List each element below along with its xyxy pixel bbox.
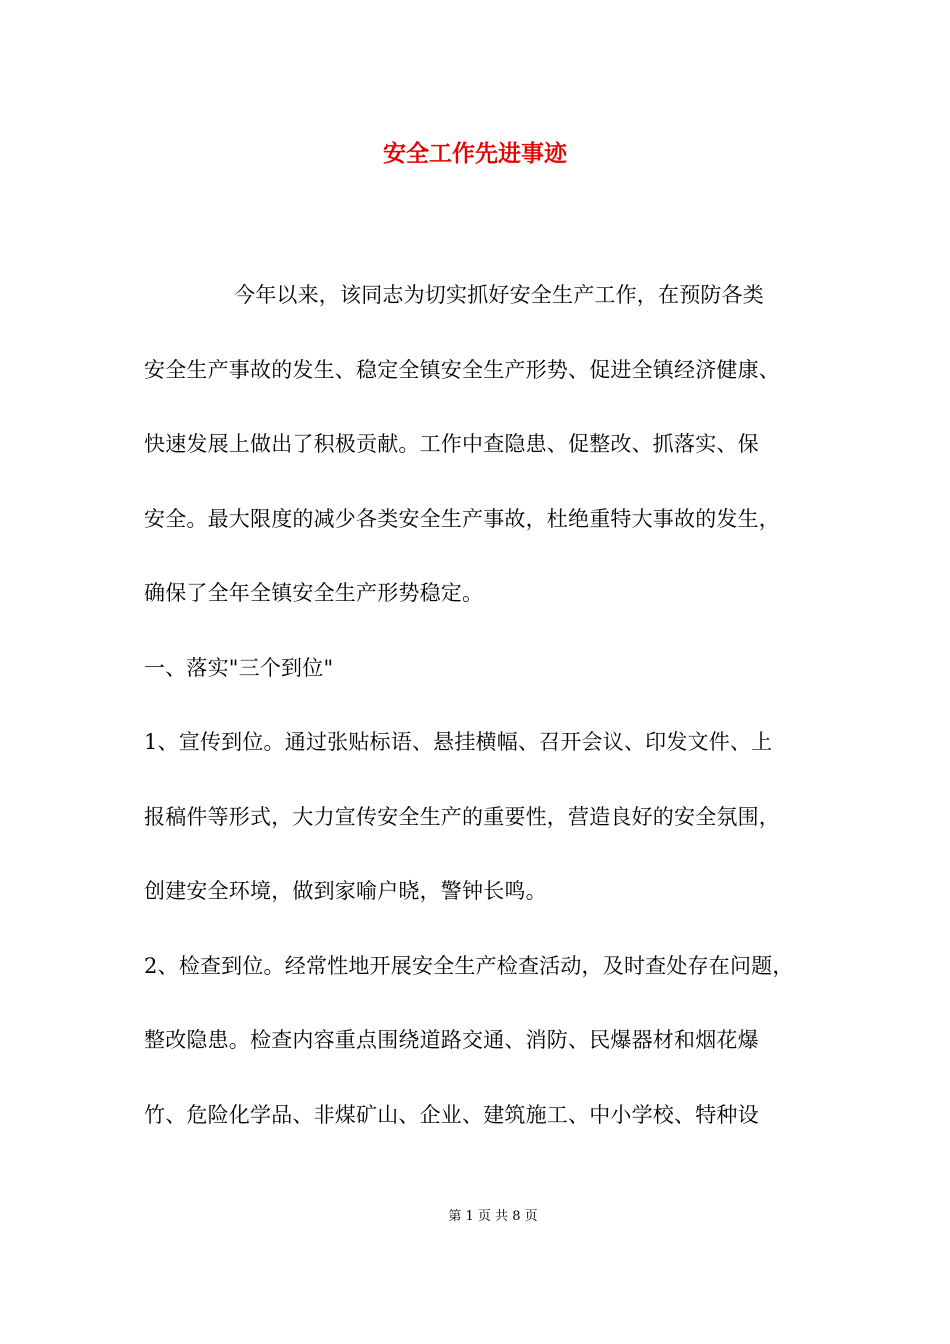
paragraph-line: 创建安全环境，做到家喻户晓，警钟长鸣。 xyxy=(144,879,547,903)
paragraph-line: 报稿件等形式，大力宣传安全生产的重要性，营造良好的安全氛围， xyxy=(144,804,780,829)
paragraph-line: 今年以来，该同志为切实抓好安全生产工作，在预防各类 xyxy=(234,283,764,307)
paragraph-line: 2、检查到位。经常性地开展安全生产检查活动，及时查处存在问题， xyxy=(144,953,794,978)
document-body xyxy=(144,275,810,1169)
document-title: 安全工作先进事迹 xyxy=(383,140,567,167)
paragraph-line: 安全。最大限度的减少各类安全生产事故，杜绝重特大事故的发生， xyxy=(144,506,780,531)
page-number-footer: 第 1 页 共 8 页 xyxy=(448,1209,538,1224)
paragraph-line: 快速发展上做出了积极贡献。工作中查隐患、促整改、抓落实、保 xyxy=(144,432,759,456)
paragraph-line: 确保了全年全镇安全生产形势稳定。 xyxy=(144,581,484,605)
paragraph-line: 1、宣传到位。通过张贴标语、悬挂横幅、召开会议、印发文件、上 xyxy=(144,730,773,754)
paragraph-line: 安全生产事故的发生、稳定全镇安全生产形势、促进全镇经济健康、 xyxy=(144,357,780,382)
paragraph-line: 竹、危险化学品、非煤矿山、企业、建筑施工、中小学校、特种设 xyxy=(144,1102,759,1127)
paragraph-line: 整改隐患。检查内容重点围绕道路交通、消防、民爆器材和烟花爆 xyxy=(144,1028,759,1052)
section-heading: 一、落实"三个到位" xyxy=(144,655,334,680)
